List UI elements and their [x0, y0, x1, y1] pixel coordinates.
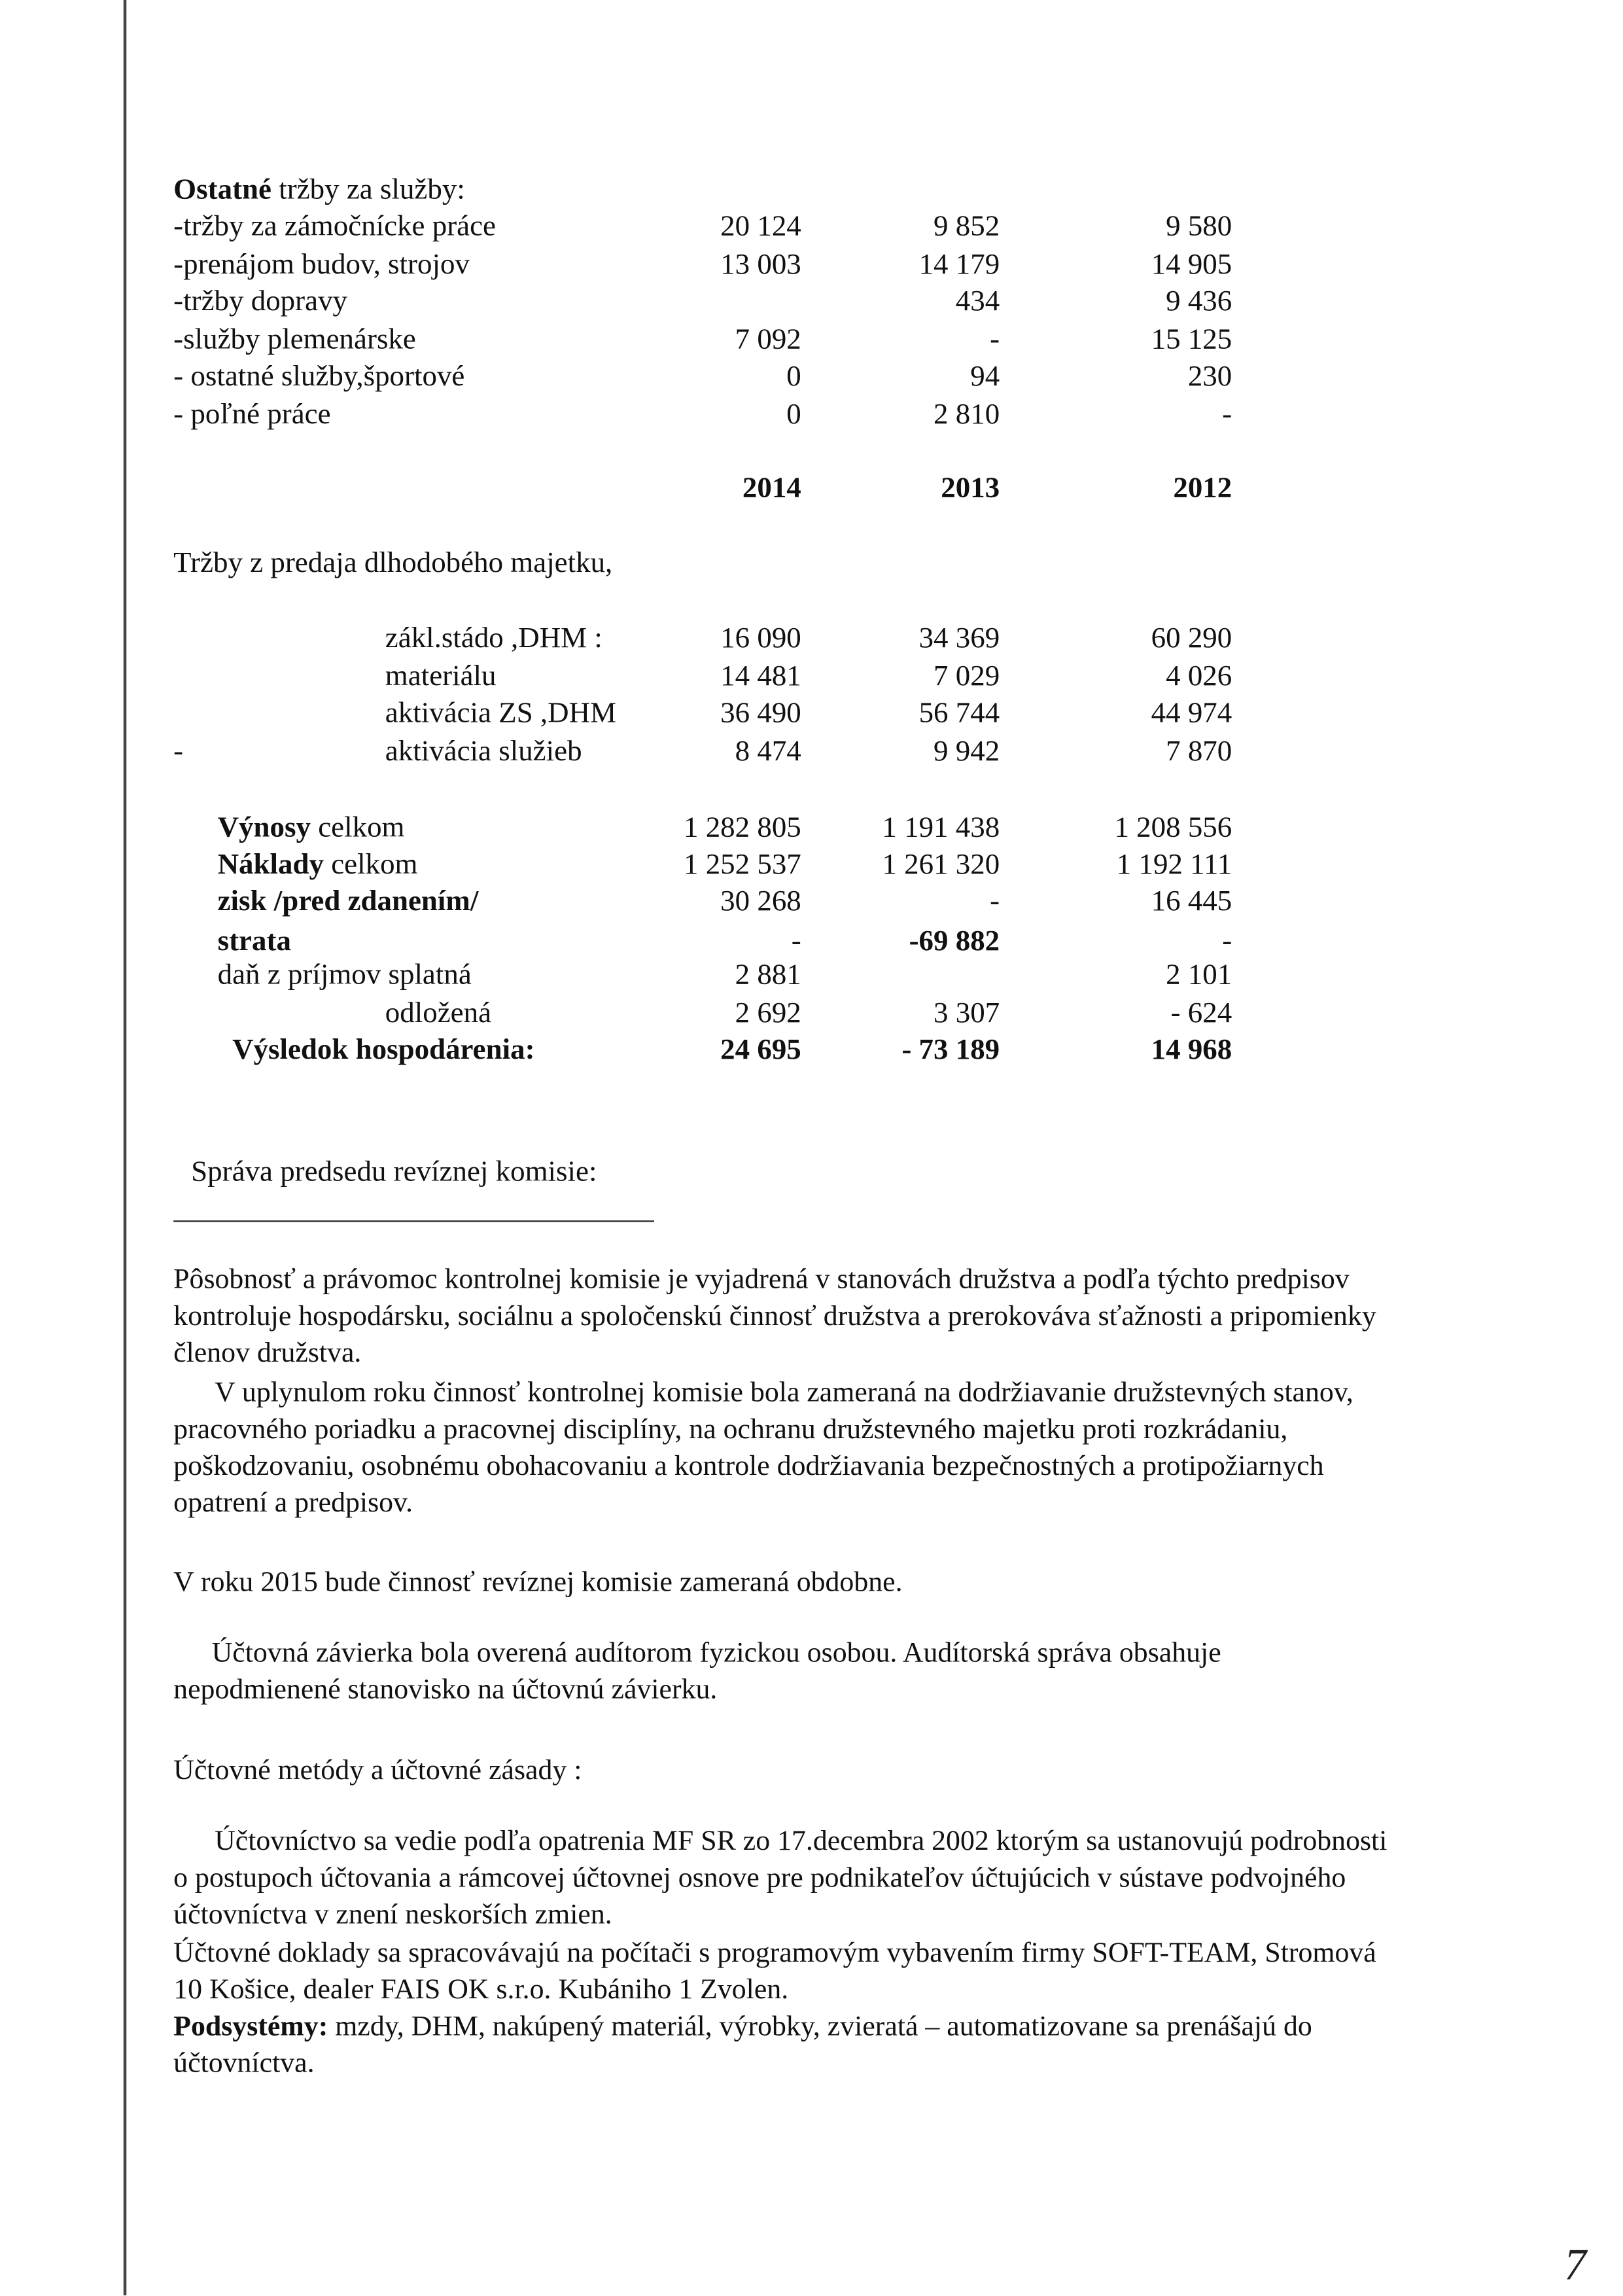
value-2013: 56 744: [918, 697, 1000, 730]
value-2014: 0: [786, 398, 801, 431]
services-title-rest: tržby za služby:: [271, 173, 465, 206]
value-2012: 14 905: [1151, 247, 1232, 281]
report-paragraph-1: Pôsobnosť a právomoc kontrolnej komisie je vyjadrená v stanovách družstva a podľa týchto predpisov kontroluje hospodársku, sociálnu a spoločenskú činnosť družstva a prerokováva sťažnosti a pripomienky členov družstva.: [173, 1264, 1376, 1369]
page-number: 7: [1564, 2240, 1586, 2290]
heading-underline: [173, 1220, 654, 1222]
row-label: - poľné práce: [173, 398, 331, 431]
year-2013: 2013: [941, 472, 1000, 504]
value-2012: 9 580: [1166, 210, 1232, 243]
row-label-rest: celkom: [323, 848, 418, 881]
row-label: -prenájom budov, strojov: [173, 247, 470, 281]
value-2014: 13 003: [720, 247, 801, 281]
value-2012: 2 101: [1166, 959, 1232, 991]
value-2014: 24 695: [720, 1033, 801, 1067]
value-2014: 8 474: [735, 735, 801, 768]
value-2013: 1 261 320: [882, 848, 1000, 881]
value-2013: -: [990, 323, 1000, 356]
row-label: zákl.stádo ,DHM :: [385, 622, 602, 655]
value-2013: 14 179: [918, 247, 1000, 281]
report-paragraph-3: V roku 2015 bude činnosť revíznej komisie zameraná obdobne.: [173, 1567, 903, 1598]
value-2012: -: [1222, 925, 1232, 957]
value-2014: -: [791, 925, 801, 957]
value-2012: 4 026: [1166, 660, 1232, 692]
services-title: [173, 173, 465, 207]
asset-sales-dash: -: [173, 735, 184, 768]
row-label: daň z príjmov splatná: [217, 959, 472, 991]
value-2012: 15 125: [1151, 323, 1232, 356]
subsystems-label: Podsystémy:: [173, 2011, 328, 2043]
row-label: [218, 812, 405, 846]
row-label: -služby plemenárske: [173, 323, 416, 356]
value-2014: 2 881: [735, 959, 801, 991]
report-paragraph-6: Účtovníctvo sa vedie podľa opatrenia MF SR zo 17.decembra 2002 ktorým sa ustanovujú podrobnosti o postupoch účtovania a rámcovej účtovnej osnove pre podnikateľov účtujúcich v sústave podvojného účtovníctva v znení neskorších zmien.: [173, 1826, 1387, 1931]
row-label: -tržby dopravy: [173, 285, 348, 318]
value-2012: -: [1222, 398, 1232, 431]
value-2012: 7 870: [1166, 735, 1232, 768]
value-2014: 1 252 537: [683, 848, 801, 881]
value-2014: 2 692: [735, 997, 801, 1030]
asset-sales-title: Tržby z predaja dlhodobého majetku,: [173, 546, 613, 580]
value-2013: -: [990, 885, 1000, 918]
value-2013: 94: [970, 361, 1000, 393]
row-label-rest: celkom: [310, 811, 405, 844]
value-2012: 60 290: [1151, 622, 1232, 655]
row-label: - ostatné služby,športové: [173, 361, 465, 393]
value-2012: 16 445: [1151, 885, 1232, 918]
subsystems-text: mzdy, DHM, nakúpený materiál, výrobky, zvieratá – automatizovane sa prenášajú do účtovníctva.: [173, 2011, 1312, 2079]
value-2014: 30 268: [720, 885, 801, 918]
row-label-bold: Náklady: [217, 848, 324, 881]
value-2013: 434: [955, 285, 1000, 318]
report-paragraph-2: V uplynulom roku činnosť kontrolnej komisie bola zameraná na dodržiavanie družstevných stanov, pracovného poriadku a pracovnej disciplíny, na ochranu družstevného majetku proti rozkrádaniu, poškodzovaniu, osobnému obohacovaniu a kontrole dodržiavania bezpečnostných a protipožiarnych opatrení a predpisov.: [173, 1377, 1353, 1519]
value-2013: 3 307: [934, 997, 1000, 1030]
row-label: -tržby za zámočnícke práce: [173, 210, 497, 243]
report-paragraph-4: Účtovná závierka bola overená audítorom fyzickou osobou. Audítorská správa obsahuje nepodmienené stanovisko na účtovnú závierku.: [173, 1638, 1221, 1706]
value-2013: 7 029: [934, 660, 1000, 692]
value-2012: 44 974: [1151, 697, 1232, 730]
value-2013: 34 369: [918, 622, 1000, 655]
value-2012: 1 208 556: [1114, 811, 1232, 844]
row-label: materiálu: [385, 660, 497, 692]
value-2014: 1 282 805: [683, 811, 801, 844]
services-title-bold: Ostatné: [173, 173, 272, 206]
report-paragraph-5: Účtovné metódy a účtovné zásady :: [173, 1756, 582, 1787]
value-2012: 1 192 111: [1116, 848, 1232, 881]
value-2013: 9 852: [934, 210, 1000, 243]
report-heading: Správa predsedu revíznej komisie:: [191, 1156, 597, 1188]
row-label: strata: [217, 925, 291, 957]
row-label: zisk /pred zdanením/: [217, 885, 479, 918]
row-label: [218, 849, 418, 883]
value-2014: 36 490: [720, 697, 801, 730]
row-label-bold: Výnosy: [217, 811, 311, 844]
report-paragraph-8: [173, 2009, 1393, 2082]
value-2012: 14 968: [1151, 1033, 1232, 1067]
value-2013: 1 191 438: [882, 811, 1000, 844]
year-2012: 2012: [1173, 472, 1232, 504]
scan-margin-line: [124, 0, 126, 2295]
row-label: aktivácia služieb: [385, 735, 582, 768]
year-2014: 2014: [742, 472, 801, 504]
value-2013: - 73 189: [901, 1033, 1000, 1067]
row-label: Výsledok hospodárenia:: [232, 1033, 535, 1067]
value-2013: 2 810: [934, 398, 1000, 431]
value-2013: -69 882: [909, 925, 1000, 957]
value-2014: 16 090: [720, 622, 801, 655]
row-label: odložená: [385, 997, 492, 1030]
value-2014: 14 481: [720, 660, 801, 692]
row-label: aktivácia ZS ,DHM: [385, 697, 617, 730]
report-paragraph-7: Účtovné doklady sa spracovávajú na počítači s programovým vybavením firmy SOFT-TEAM, Stromová 10 Košice, dealer FAIS OK s.r.o. Kubániho 1 Zvolen.: [173, 1937, 1376, 2006]
value-2014: 7 092: [735, 323, 801, 356]
value-2013: 9 942: [934, 735, 1000, 768]
value-2012: - 624: [1170, 997, 1232, 1030]
value-2014: 0: [786, 361, 801, 393]
value-2012: 9 436: [1166, 285, 1232, 318]
value-2012: 230: [1187, 361, 1232, 393]
value-2014: 20 124: [720, 210, 801, 243]
